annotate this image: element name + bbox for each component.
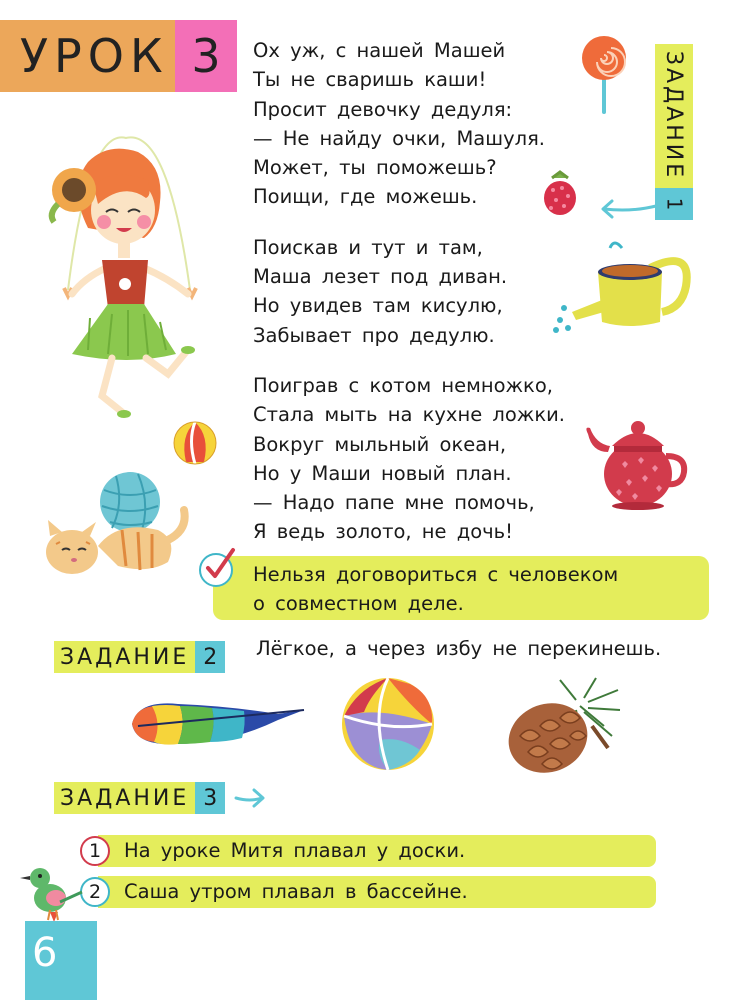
beach-ball-icon: [340, 676, 436, 772]
watering-can-icon: [552, 238, 694, 336]
sentence-number-1: 1: [80, 836, 110, 866]
poem-line: Но увидев там кисулю,: [253, 294, 503, 318]
ball-icon: [172, 420, 218, 466]
task3-tag: [54, 782, 225, 814]
rule-text: [253, 560, 618, 619]
poem-line: Поищи, где можешь.: [253, 185, 478, 209]
poem-line: — Не найду очки, Машуля.: [253, 126, 545, 150]
poem-line: Может, ты поможешь?: [253, 156, 497, 180]
poem-line: Я ведь золото, не дочь!: [253, 520, 513, 544]
cat-with-yarn-illustration: [38, 470, 200, 582]
poem-line: Забывает про дедулю.: [253, 323, 495, 347]
lollipop-icon: [578, 34, 630, 114]
raspberry-icon: [540, 170, 580, 218]
task1-number: 1: [661, 197, 686, 211]
riddle-text: Лёгкое, а через избу не перекинешь.: [256, 637, 662, 660]
poem-stanza-1: [253, 36, 565, 212]
arrow-left-icon: [598, 196, 658, 222]
girl-illustration: [28, 118, 210, 428]
sentence-number-2: 2: [80, 877, 110, 907]
poem-line: Ох уж, с нашей Машей: [253, 39, 506, 62]
sentence-text-1: На уроке Митя плавал у доски.: [124, 839, 466, 862]
task1-label: ЗАДАНИЕ: [661, 50, 687, 180]
task1-tag: [655, 44, 693, 220]
poem-line: Маша лезет под диван.: [253, 265, 508, 289]
teapot-icon: [582, 412, 690, 512]
poem-stanza-3: [253, 371, 565, 547]
rule-line: о совместном деле.: [253, 592, 464, 616]
poem-line: Просит девочку дедуля:: [253, 97, 513, 121]
poem-line: Стала мыть на кухне ложки.: [253, 403, 566, 427]
poem-stanza-2: [253, 233, 565, 350]
poem-line: Ты не сваришь каши!: [253, 68, 487, 92]
page-number: 6: [32, 930, 58, 976]
poem-line: Поиграв с котом немножко,: [253, 373, 553, 397]
task2-label: ЗАДАНИЕ: [60, 644, 190, 670]
feather-icon: [128, 694, 308, 754]
pine-cone-icon: [500, 676, 622, 780]
sentence-text-2: Саша утром плавал в бассейне.: [124, 880, 468, 903]
task3-number: 3: [195, 782, 225, 814]
poem-line: — Надо папе мне помочь,: [253, 491, 535, 515]
task2-tag: [54, 641, 225, 673]
poem-line: Вокруг мыльный океан,: [253, 432, 507, 456]
poem-line: Поискав и тут и там,: [253, 235, 483, 259]
arrow-right-icon: [234, 786, 268, 812]
poem: [253, 36, 565, 568]
lesson-banner: [0, 20, 237, 92]
bird-icon: [20, 862, 84, 926]
task2-number: 2: [195, 641, 225, 673]
checkmark-icon: [199, 546, 239, 586]
rule-line: Нельзя договориться с человеком: [253, 563, 619, 586]
task3-label: ЗАДАНИЕ: [60, 785, 190, 811]
lesson-number: 3: [175, 20, 237, 92]
poem-line: Но у Маши новый план.: [253, 461, 512, 485]
lesson-title: УРОК: [20, 29, 169, 83]
